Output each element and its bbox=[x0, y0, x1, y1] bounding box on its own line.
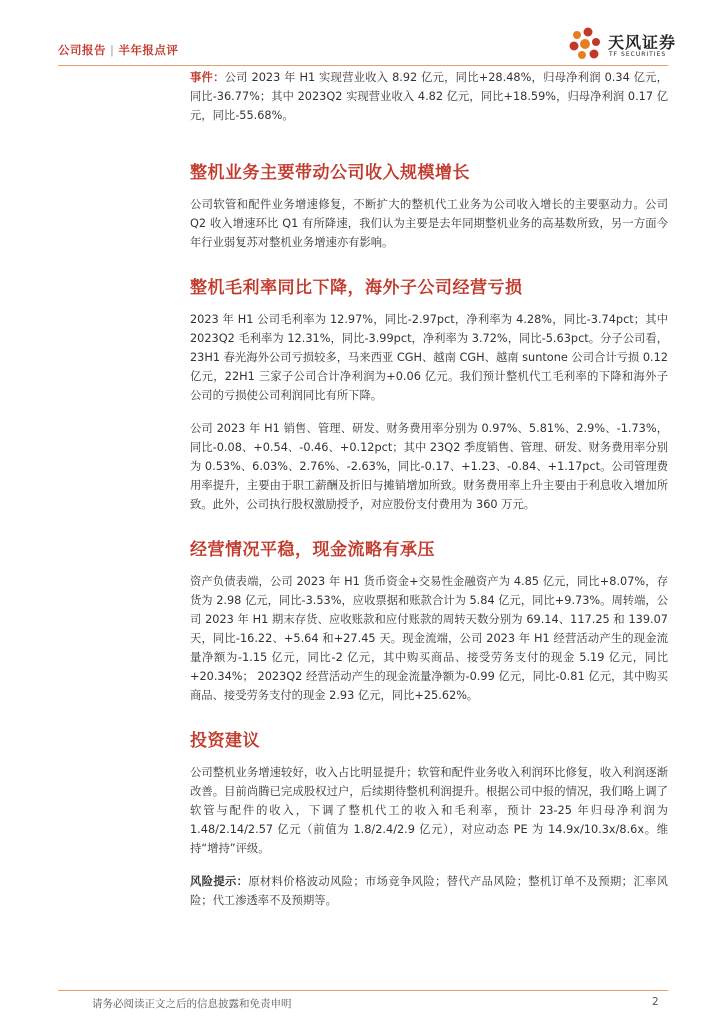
brand-name-en: TF SECURITIES bbox=[609, 51, 667, 58]
section-title-operations-cashflow: 经营情况平稳，现金流略有承压 bbox=[190, 540, 435, 560]
report-body bbox=[190, 68, 668, 924]
report-breadcrumb bbox=[58, 42, 178, 58]
risk-paragraph bbox=[190, 872, 668, 910]
section-paragraph: 公司软管和配件业务增速修复，不断扩大的整机代工业务为公司收入增长的主要驱动力。公司 Q2 收入增速环比 Q1 有所降速，我们认为主要是去年同期整机业务的高基数所致，另一方面今年行业弱复苏对整机业务增速亦有影响。 bbox=[190, 198, 668, 249]
section-paragraph: 2023 年 H1 公司毛利率为 12.97%，同比-2.97pct，净利率为 4.28%，同比-3.74pct；其中 2023Q2 毛利率为 12.31%，同比-3.99pct，净利率为 3.72%，同比-5.63pct。分子公司看，23H1 春光海外公司亏损较多，马来西亚 CGH、越南 CGH、越南 suntone 公司合计亏损 0.12 亿元，22H1 三家子公司合计净利润为+0.06 亿元。我们预计整机代工毛利率的下降和海外子公司的亏损使公司利润同比有所下降。 bbox=[190, 313, 668, 402]
section-paragraph: 资产负债表端，公司 2023 年 H1 货币资金+交易性金融资产为 4.85 亿元，同比+8.07%，存货为 2.98 亿元，同比-3.53%，应收票据和账款合计为 5.84 亿元，同比+9.73%。周转端，公司 2023 年 H1 期末存货、应收账款和应付账款的周转天数分别为 69.14、117.25 和 139.07 天，同比-16.22、+5.64 和+27.45 天。现金流端，公司 2023 年 H1 经营活动产生的现金流量净额为-1.15 亿元，同比-2 亿元，其中购买商品、接受劳务支付的现金 5.19 亿元，同比+20.34%； 2023Q2 经营活动产生的现金流量净额为-0.99 亿元，同比-0.81 亿元，其中购买商品、接受劳务支付的现金 2.93 亿元，同比+25.62%。 bbox=[190, 575, 668, 702]
report-subtype: 半年报点评 bbox=[118, 43, 179, 57]
risk-text: 原材料价格波动风险；市场竞争风险；替代产品风险；整机订单不及预期；汇率风险；代工渗透率不及预期等。 bbox=[190, 875, 668, 907]
section-title-margin-decline: 整机毛利率同比下降，海外子公司经营亏损 bbox=[190, 278, 523, 298]
report-type: 公司报告 bbox=[58, 43, 106, 57]
tf-logo-icon bbox=[568, 26, 604, 62]
section-paragraph: 公司整机业务增速较好，收入占比明显提升；软管和配件业务收入利润环比修复，收入利润逐渐改善。目前尚腾已完成股权过户，后续期待整机利润提升。根据公司中报的情况，我们略上调了软管与配件的收入，下调了整机代工的收入和毛利率，预计 23-25 年归母净利润为 1.48/2.14/2.57 亿元（前值为 1.8/2.4/2.9 亿元），对应动态 PE 为 14.9x/10.3x/8.6x。维持“增持”评级。 bbox=[190, 766, 668, 855]
risk-label: 风险提示： bbox=[190, 875, 249, 888]
brand-name-cn: 天风证券 bbox=[608, 33, 677, 52]
section-title-whole-machine-growth: 整机业务主要带动公司收入规模增长 bbox=[190, 163, 470, 183]
footer-disclaimer: 请务必阅读正文之后的信息披露和免责申明 bbox=[92, 998, 292, 1010]
event-paragraph bbox=[190, 68, 668, 125]
event-label: 事件： bbox=[190, 71, 225, 84]
section-title-investment-advice: 投资建议 bbox=[190, 731, 260, 751]
event-text: 公司 2023 年 H1 实现营业收入 8.92 亿元，同比+28.48%，归母净利润 0.34 亿元，同比-36.77%；其中 2023Q2 实现营业收入 4.82 亿元，同比+18.59%，归母净利润 0.17 亿元，同比-55.68%。 bbox=[190, 71, 668, 122]
brand-logo bbox=[568, 26, 678, 64]
footer-divider bbox=[58, 990, 668, 991]
page-number: 2 bbox=[652, 996, 659, 1008]
breadcrumb-separator: | bbox=[110, 43, 115, 57]
section-paragraph: 公司 2023 年 H1 销售、管理、研发、财务费用率分别为 0.97%、5.81%、2.9%、-1.73%，同比-0.08、+0.54、-0.46、+0.12pct；其中 23Q2 季度销售、管理、研发、财务费用率分别为 0.53%、6.03%、2.76%、-2.63%，同比-0.17、+1.23、-0.84、+1.17pct。公司管理费用率提升，主要由于职工薪酬及折旧与摊销增加所致。财务费用率上升主要由于利息收入增加所致。此外，公司执行股权激励授予，对应股份支付费用为 360 万元。 bbox=[190, 422, 668, 511]
header-divider bbox=[58, 65, 668, 66]
